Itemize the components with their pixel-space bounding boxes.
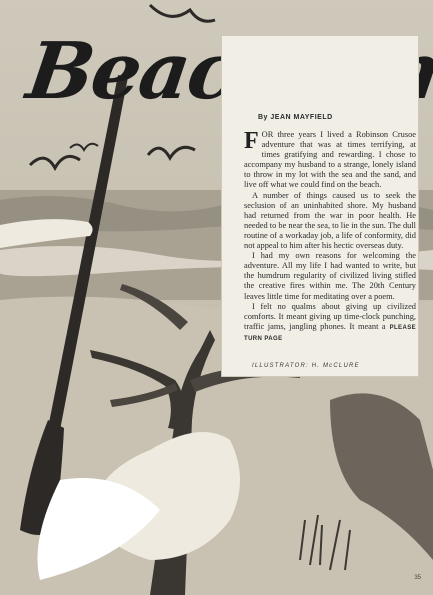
paragraph-1: [244, 130, 416, 191]
byline: By JEAN MAYFIELD: [258, 114, 333, 121]
drop-cap: F: [244, 130, 259, 154]
page-number: 35: [414, 575, 421, 581]
paragraph-4-text: I felt no qualms about giving up civilized comforts. It meant giving up time-clock punching, traffic jams, jangling phones. It meant a: [244, 301, 416, 331]
paragraph-2: A number of things caused us to seek the seclusion of an uninhabited shore. My husband had returned from the war in poor health. He needed to be near the sea, to lie in the sun. The dull routine of a workaday job, a life of conformity, did not appeal to him after his hectic overseas duty.: [244, 190, 416, 251]
paragraph-1-text: OR three years I lived a Robinson Crusoe adventure that was at times terrifying, at times gratifying and rewarding. I chose to accompany my husband to a strange, lonely island to throw in my lot with the sea and the sand, and live off what we could find on the beach.: [244, 130, 416, 190]
turn-page-notice: PLEASE TURN PAGE: [244, 324, 416, 342]
paragraph-4: [244, 302, 416, 344]
illustrator-credit: ILLUSTRATOR: H. McCLURE: [252, 363, 360, 369]
article-body: [244, 130, 416, 368]
paragraph-3: I had my own reasons for welcoming the adventure. All my life I had wanted to write, but the humdrum regularity of civilized living stifled the creative fires within me. The 20th Century leaves little time for meditating over a poem.: [244, 251, 416, 301]
